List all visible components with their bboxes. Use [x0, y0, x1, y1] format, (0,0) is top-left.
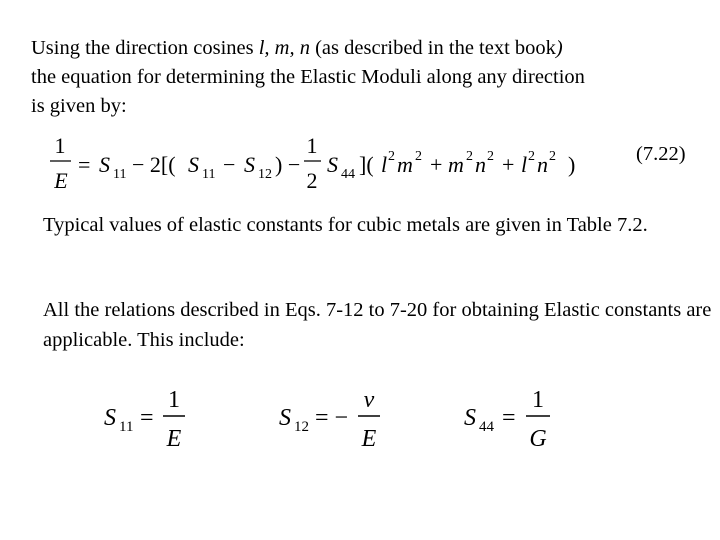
- half-numerator: 1: [306, 133, 318, 158]
- s12-rel-denominator: E: [361, 426, 377, 452]
- l-exp-1: 2: [388, 149, 395, 164]
- n-exp-1: 2: [487, 149, 494, 164]
- relations-paragraph: All the relations described in Eqs. 7-12 to 7-20 for obtaining Elastic constants are applicable. This include:: [43, 299, 712, 351]
- lhs-denominator: E: [54, 168, 68, 193]
- s11-rel-equals: =: [140, 405, 154, 431]
- equation-number: (7.22): [636, 143, 686, 165]
- n-term-1: n: [475, 152, 486, 177]
- n-exp-2: 2: [549, 149, 556, 164]
- close-paren-minus: ) −: [275, 152, 301, 177]
- m-exp-1: 2: [415, 149, 422, 164]
- s44-rel-numerator: 1: [532, 387, 544, 413]
- n-term-2: n: [537, 152, 548, 177]
- s44-rel-equals: =: [502, 405, 516, 431]
- s12-symbol: S: [244, 152, 255, 177]
- m-term-2: m: [448, 152, 464, 177]
- m-term-1: m: [397, 152, 413, 177]
- s11-symbol: S: [99, 152, 110, 177]
- s12-subscript: 12: [258, 167, 272, 182]
- equals-sign: =: [78, 152, 91, 177]
- s44-rel-subscript: 44: [479, 419, 494, 435]
- intro-paragraph: [31, 34, 711, 121]
- l-exp-2: 2: [528, 149, 535, 164]
- s12-rel-subscript: 12: [294, 419, 309, 435]
- typical-values-paragraph: Typical values of elastic constants for cubic metals are given in Table 7.2.: [43, 214, 648, 236]
- l-term-2: l: [521, 152, 528, 177]
- elastic-modulus-equation: [40, 128, 600, 198]
- s12-rel-numerator: ν: [363, 387, 375, 413]
- s44-rel-denominator: G: [529, 426, 547, 452]
- s44-relation: [460, 385, 560, 460]
- intro-line-2: the equation for determining the Elastic Moduli along any direction: [31, 66, 585, 88]
- s11-relation: [100, 385, 200, 460]
- m-exp-2: 2: [466, 149, 473, 164]
- l-term-1: l: [381, 152, 388, 177]
- s44-subscript: 44: [341, 167, 355, 182]
- plus-sign-2: +: [502, 152, 515, 177]
- intro-line-1: [31, 34, 711, 63]
- direction-cosine-vars: l, m, n: [258, 37, 310, 59]
- bracket-open: ](: [359, 152, 374, 177]
- s12-rel-symbol: S: [279, 405, 291, 431]
- intro-text-2: (as described in the text book: [309, 37, 556, 59]
- paren-close: ): [568, 152, 576, 177]
- s12-relation: [275, 385, 395, 460]
- plus-sign-1: +: [430, 152, 443, 177]
- s12-rel-equals-minus: = −: [315, 405, 349, 431]
- s11b-symbol: S: [188, 152, 199, 177]
- intro-paren: ): [555, 37, 563, 59]
- s44-symbol: S: [327, 152, 338, 177]
- s11-rel-subscript: 11: [119, 419, 134, 435]
- s44-rel-symbol: S: [464, 405, 476, 431]
- minus-two-bracket: − 2[(: [132, 152, 176, 177]
- s11-rel-numerator: 1: [168, 387, 180, 413]
- s11-rel-symbol: S: [104, 405, 116, 431]
- half-denominator: 2: [306, 168, 318, 193]
- intro-text-1: Using the direction cosines: [31, 37, 259, 59]
- s11-rel-denominator: E: [166, 426, 182, 452]
- s11b-subscript: 11: [202, 167, 216, 182]
- minus-sign: −: [223, 152, 236, 177]
- lhs-numerator: 1: [54, 133, 66, 158]
- intro-line-3: is given by:: [31, 95, 127, 117]
- s11-subscript: 11: [113, 167, 127, 182]
